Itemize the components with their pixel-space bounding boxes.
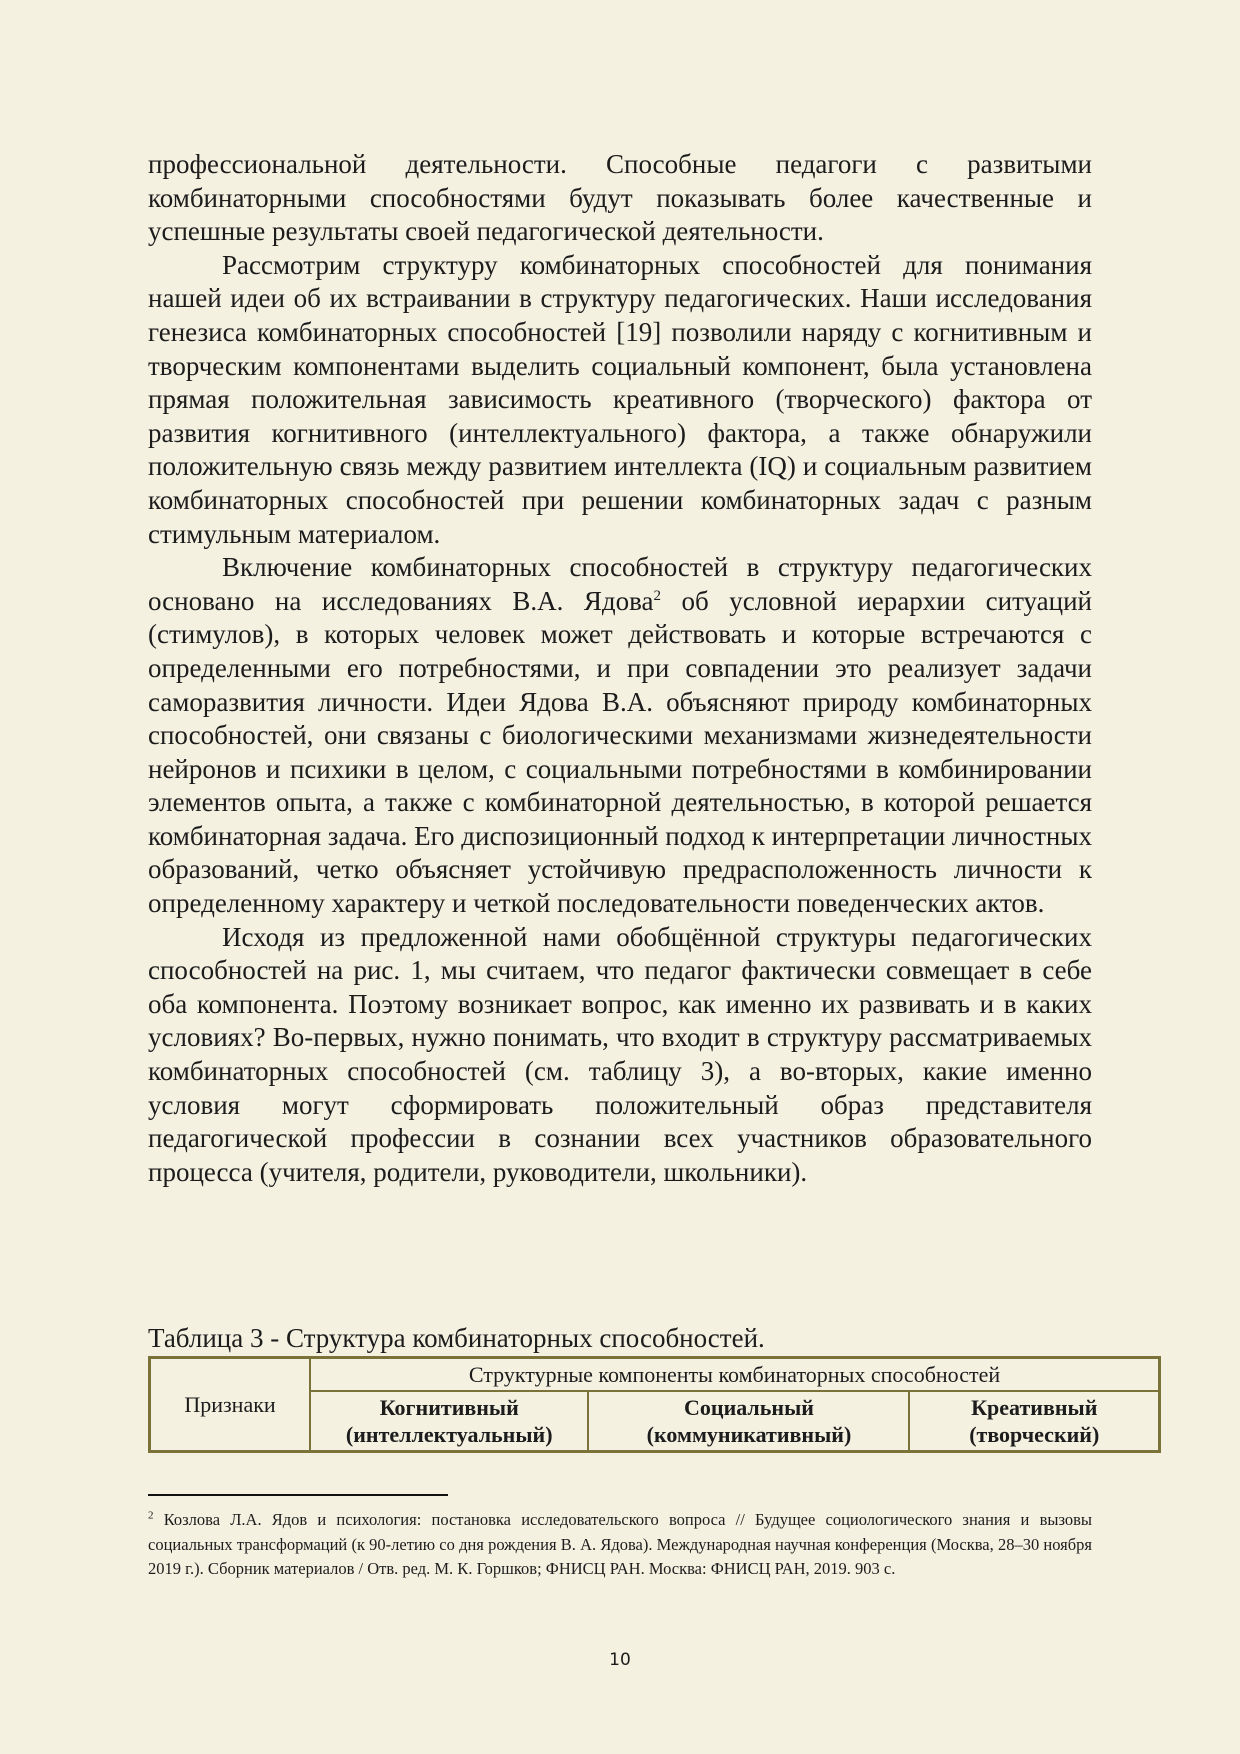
paragraph: профессиональной деятельности. Способные педагоги с развитыми комбинаторными способностями будут показывать более качественные и успешные результаты своей педагогической деятельности. — [148, 149, 1092, 247]
page-number: 10 — [609, 1650, 631, 1670]
footnote-divider — [148, 1494, 448, 1496]
column-header-title: Когнитивный — [379, 1395, 519, 1420]
footnote-text: Козлова Л.А. Ядов и психология: постановка исследовательского вопроса // Будущее социологического знания и вызовы социальных трансформаций (к 90-летию со дня рождения В. А. Ядова). Международная научная конференция (Москва, 28–30 ноября 2019 г.). Сборник материалов / Отв. ред. М. К. Горшков; ФНИСЦ РАН. Москва: ФНИСЦ РАН, 2019. 903 с. — [148, 1510, 1092, 1578]
column-header-cognitive — [310, 1391, 588, 1452]
column-header-creative — [909, 1391, 1159, 1452]
column-header-title: Социальный — [684, 1395, 814, 1420]
paragraph — [148, 551, 1092, 921]
structure-table — [148, 1356, 1161, 1453]
table-caption: Таблица 3 - Структура комбинаторных способностей. — [148, 1323, 765, 1353]
row-header-cell: Признаки — [150, 1358, 311, 1452]
column-header-social — [588, 1391, 909, 1452]
column-header-subtitle: (коммуникативный) — [646, 1422, 852, 1447]
paragraph-text: об условной иерархии ситуаций (стимулов), в которых человек может действовать и которые встречаются с определенными его потребностями, и при совпадении это реализует задачи саморазвития личности. Идеи Ядова В.А. объясняют природу комбинаторных способностей, они связаны с биологическими механизмами жизнедеятельности нейронов и психики в целом, с социальными потребностями в комбинировании элементов опыта, а также с комбинаторной деятельностью, в которой решается комбинаторная задача. Его диспозиционный подход к интерпретации личностных образований, четко объясняет устойчивую предрасположенность личности к определенному характеру и четкой последовательности поведенческих актов. — [148, 585, 1092, 919]
paragraph: Исходя из предложенной нами обобщённой структуры педагогических способностей на рис. 1, мы считаем, что педагог фактически совмещает в себе оба компонента. Поэтому возникает вопрос, как именно их развивать и в каких условиях? Во-первых, нужно понимать, что входит в структуру рассматриваемых комбинаторных способностей (см. таблицу 3), а во-вторых, какие именно условия могут сформировать положительный образ представителя педагогической профессии в сознании всех участников образовательного процесса (учителя, родители, руководители, школьники). — [148, 921, 1092, 1187]
column-header-subtitle: (интеллектуальный) — [345, 1422, 553, 1447]
paragraph: Рассмотрим структуру комбинаторных способностей для понимания нашей идеи об их встраивании в структуру педагогических. Наши исследования генезиса комбинаторных способностей [19] позволили наряду с когнитивным и творческим компонентами выделить социальный компонент, была установлена прямая положительная зависимость креативного (творческого) фактора от развития когнитивного (интеллектуального) фактора, а также обнаружили положительную связь между развитием интеллекта (IQ) и социальным развитием комбинаторных способностей при решении комбинаторных задач с разным стимульным материалом. — [148, 249, 1092, 549]
group-header-cell: Структурные компоненты комбинаторных способностей — [310, 1358, 1160, 1392]
body-text — [148, 148, 1092, 1189]
table-header-row — [150, 1358, 1160, 1392]
column-header-title: Креативный — [971, 1395, 1098, 1420]
footnote-marker: 2 — [148, 1509, 154, 1522]
footnote-reference[interactable]: 2 — [653, 587, 661, 604]
column-header-subtitle: (творческий) — [969, 1422, 1100, 1447]
footnote — [148, 1508, 1092, 1582]
paragraph-text: Включение комбинаторных способностей в структуру педагогических основано на исследованиях В.А. Ядова — [148, 552, 1092, 616]
